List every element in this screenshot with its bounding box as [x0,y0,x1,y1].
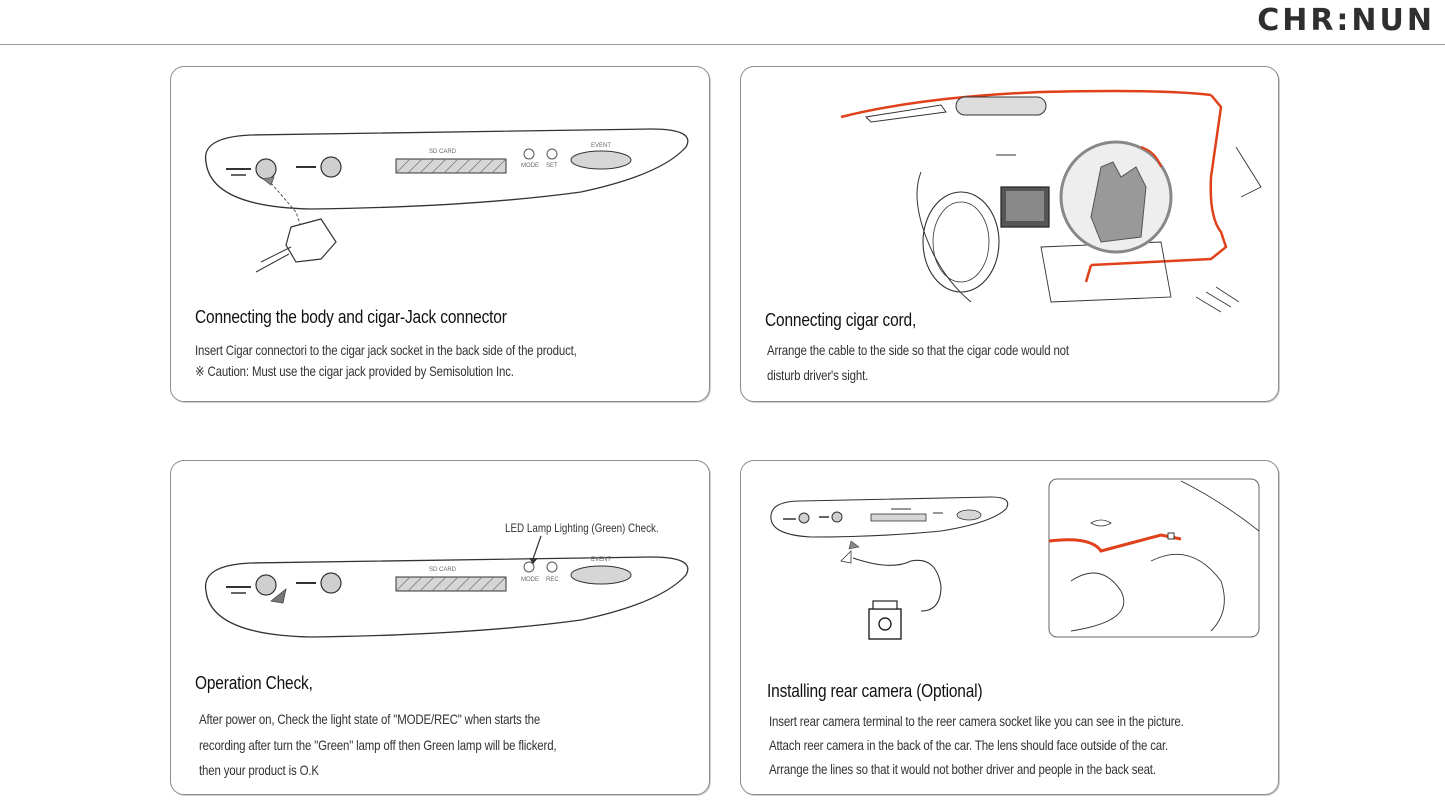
panel-text-line: Arrange the cable to the side so that the cigar code would not [767,342,1069,358]
panel-title: Operation Check, [195,673,313,693]
panel-text-line: After power on, Check the light state of "MODE/REC" when starts the [199,711,541,727]
rear-car-inset [1049,479,1259,637]
panel-title: Connecting cigar cord, [765,310,917,330]
panel-text-line: then your product is O.K [199,762,319,778]
panel-text-line: ※ Caution: Must use the cigar jack provided by Semisolution Inc. [195,363,514,379]
slot-label: SD CARD [429,567,457,573]
event-button-label: EVENT [591,143,612,149]
panel-connect-cord [740,66,1279,402]
led-mode-indicator [524,562,534,572]
event-button-label: EVENT [591,557,612,563]
panel-text-line: recording after turn the "Green" lamp off then Green lamp will be flickerd, [199,737,557,753]
panel-rear-camera [740,460,1279,795]
slot-label: SD CARD [429,149,457,155]
led-mode-label: MODE [521,577,539,583]
led-rec-label: REC [546,577,559,583]
led-callout: LED Lamp Lighting (Green) Check. [505,521,659,535]
brand-logo: CHR:NUN [1257,3,1435,38]
device-illustration [171,67,710,307]
rear-mirror [956,97,1046,115]
panel-text-line: disturb driver's sight. [767,367,869,383]
panel-operation-check [170,460,710,795]
device-illustration [171,461,710,681]
panel-text-line: Arrange the lines so that it would not bother driver and people in the back seat. [769,761,1156,777]
panel-text-line: Insert Cigar connectori to the cigar jack socket in the back side of the product, [195,342,577,358]
led-set-label: SET [546,163,558,169]
panel-title: Connecting the body and cigar-Jack connector [195,307,507,327]
panel-title: Installing rear camera (Optional) [767,681,983,701]
panel-text-line: Attach reer camera in the back of the car. The lens should face outside of the car. [769,737,1169,753]
panel-text-line: Insert rear camera terminal to the reer camera socket like you can see in the picture. [769,713,1184,729]
rear-camera-illustration [741,461,1279,651]
panel-connect-body [170,66,710,402]
header-divider [0,44,1445,45]
car-interior-illustration [741,67,1279,317]
cigar-jack-plug [286,219,336,262]
hand-icon [1091,162,1146,242]
led-mode-label: MODE [521,163,539,169]
insert-arrow-icon [849,541,859,549]
